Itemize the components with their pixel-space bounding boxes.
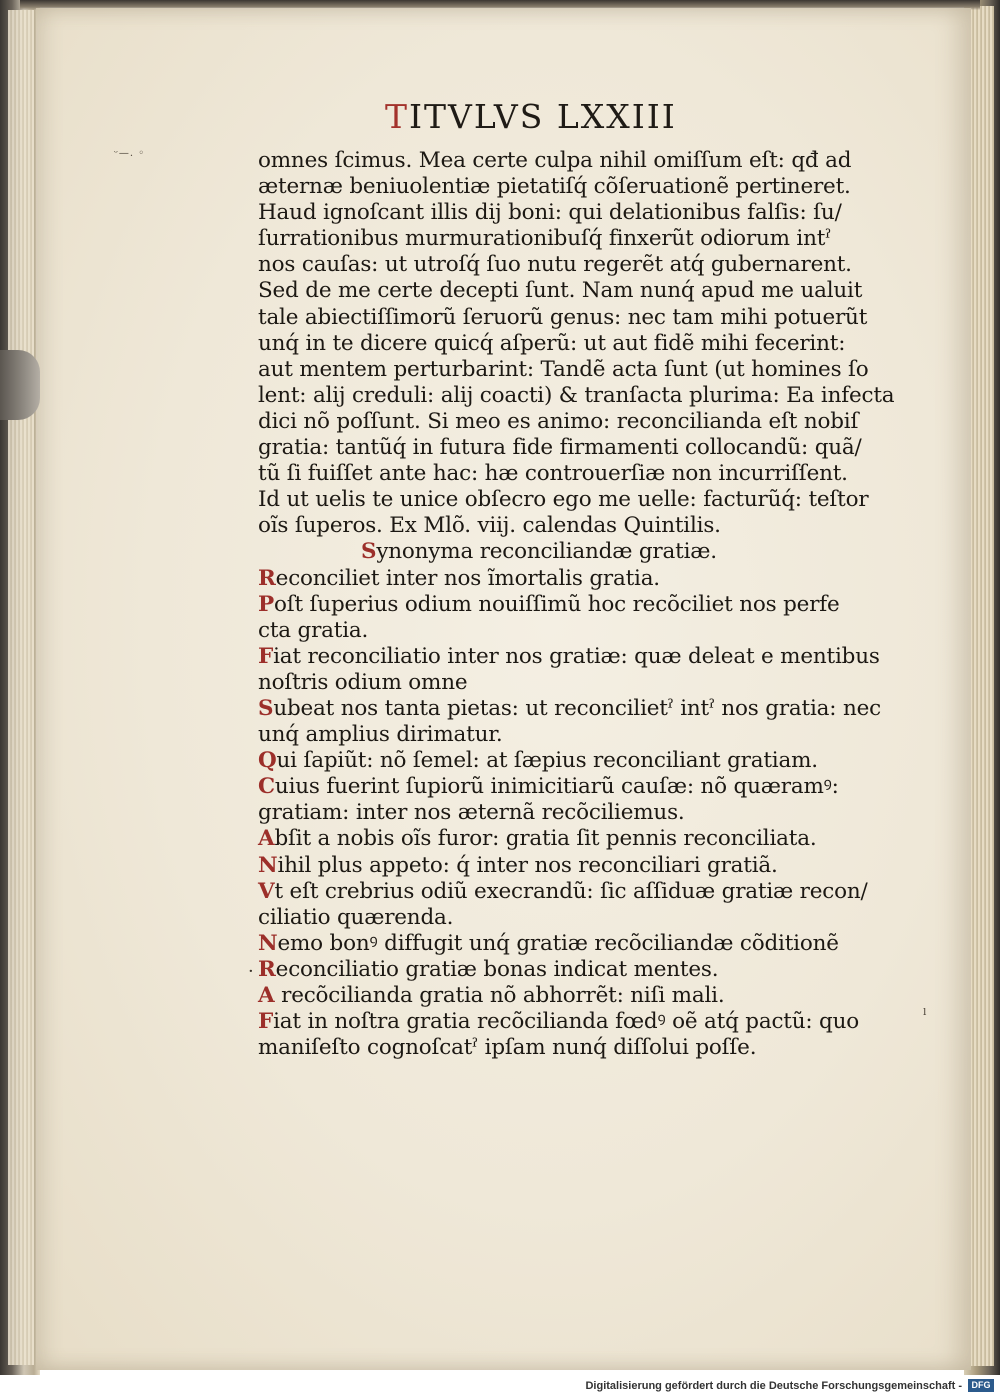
page-stack-right	[970, 6, 994, 1366]
line-text: iat reconciliatio inter nos gratiæ: quæ deleat e mentibus	[273, 643, 880, 669]
text-line	[258, 566, 868, 592]
text-line	[258, 487, 868, 513]
text-line	[258, 382, 895, 409]
line-text: uius fuerint ſupiorũ inimicitiarũ cauſæ: nõ quæramꝰ:	[274, 774, 839, 800]
line-text: omnes ſcimus. Mea certe culpa nihil omiſſum eſt: qđ ad	[258, 148, 852, 173]
line-text: æternæ beniuolentiæ pietatiſq́ cõſeruationẽ pertineret.	[258, 174, 851, 200]
rubricated-initial: P	[258, 591, 274, 617]
line-text: Sed de me certe decepti ſunt. Nam nunq́ apud me ualuit	[258, 278, 863, 304]
text-line	[258, 278, 868, 304]
body-text	[258, 148, 895, 1061]
rubricated-initial: N	[258, 852, 278, 878]
text-line	[258, 800, 868, 826]
line-text: cta gratia.	[258, 617, 369, 643]
line-text: unq́ amplius dirimatur.	[258, 722, 503, 748]
line-text: econciliet inter nos ĩmortalis gratia.	[275, 565, 660, 591]
line-text: iat in noſtra gratia recõcilianda fœdꝰ oẽ atq́ pactũ: quo	[273, 1009, 860, 1035]
footer-credit: Digitalisierung gefördert durch die Deutsche Forschungsgemeinschaft -	[585, 1380, 962, 1392]
line-text: nos cauſas: ut utroſq́ ſuo nutu regerẽt atq́ gubernarent.	[258, 252, 852, 278]
line-text: oĩs ſuperos. Ex Mlõ. viij. calendas Quintilis.	[258, 513, 721, 539]
text-line	[258, 1035, 868, 1061]
line-text: maniſeſto cognoſcatˀ ipſam nunq́ diſſolui poſſe.	[258, 1035, 757, 1061]
rubricated-initial: S	[258, 695, 274, 721]
text-line	[258, 252, 868, 278]
line-text: ciliatio quærenda.	[258, 904, 454, 930]
text-line	[258, 643, 880, 670]
line-text: ihil plus appeto: q́ inter nos reconciliari gratiã.	[277, 852, 778, 878]
text-line	[258, 226, 868, 252]
text-line	[258, 826, 868, 852]
text-line	[258, 435, 868, 461]
line-text: Haud ignoſcant illis dij boni: qui delationibus falſis: ſu/	[258, 200, 842, 226]
rubricated-initial: A	[258, 826, 275, 852]
page-stack-left	[8, 10, 34, 1365]
line-text: bſit a nobis oĩs furor: gratia ſit pennis reconciliata.	[274, 826, 817, 852]
text-line	[258, 879, 868, 905]
line-text: gratiam: inter nos æternã recõciliemus.	[258, 800, 685, 826]
line-text: gratia: tantũq́ in futura fide firmamenti collocandũ: quã/	[258, 435, 862, 461]
dfg-logo: DFG	[968, 1379, 994, 1392]
text-line	[258, 513, 868, 539]
header-initial: T	[385, 97, 410, 136]
text-line	[258, 357, 868, 383]
rubricated-initial: R	[258, 565, 276, 591]
rubricated-initial: A	[258, 983, 275, 1008]
text-line	[258, 148, 868, 174]
line-text: ui ſapiũt: nõ ſemel: at ſæpius reconciliant gratiam.	[276, 748, 818, 774]
line-text: noſtris odium omne	[258, 669, 468, 695]
text-line	[258, 305, 868, 331]
text-line	[258, 905, 868, 931]
text-line	[258, 1009, 868, 1035]
line-text: ynonyma reconciliandæ gratiæ.	[376, 539, 717, 565]
text-line	[258, 774, 868, 800]
line-text: recõcilianda gratia nõ abhorrẽt: niſi mali.	[274, 983, 725, 1008]
rubricated-initial: S	[361, 539, 377, 565]
text-line	[258, 592, 868, 618]
margin-mark-left: ᵕ—. ◦	[114, 148, 146, 159]
text-line	[258, 539, 868, 565]
text-line	[258, 618, 868, 644]
rubricated-initial: C	[258, 774, 275, 800]
rubricated-initial: F	[258, 643, 274, 669]
text-line	[258, 983, 868, 1009]
rubricated-initial: R	[258, 956, 276, 982]
rubricated-initial: V	[258, 878, 275, 904]
line-text: dici nõ poſſunt. Si meo es animo: reconcilianda eſt nobiſ	[258, 408, 859, 434]
line-text: Id ut uelis te unice obſecro ego me uelle: facturũq́: teſtor	[258, 487, 869, 513]
text-line	[258, 174, 868, 200]
line-text: unq́ in te dicere quicq́ aſperũ: ut aut fidẽ mihi fecerint:	[258, 330, 846, 356]
line-text: emo bonꝰ diffugit unq́ gratiæ recõciliandæ cõditionẽ	[277, 930, 839, 956]
line-text: aut mentem perturbarint: Tandẽ acta ſunt (ut homines ſo	[258, 356, 869, 382]
rubricated-initial: N	[258, 930, 278, 956]
text-line	[258, 200, 868, 226]
line-text: lent: alij creduli: alij coacti) & tranſacta plurima: Ea infecta	[258, 382, 895, 408]
running-header	[385, 97, 725, 141]
text-line	[258, 722, 868, 748]
text-line	[258, 695, 881, 722]
line-text: oſt ſuperius odium nouiſſimũ hoc recõciliet nos perfe	[273, 591, 840, 617]
line-text: t eſt crebrius odiũ execrandũ: ſic aſſiduæ gratiæ recon/	[274, 878, 868, 904]
text-line	[258, 748, 868, 774]
clip-tab	[0, 350, 40, 420]
footer-bar	[0, 1375, 1000, 1395]
text-line	[258, 331, 868, 357]
line-text: ſurrationibus murmurationibuſq́ finxerũt odiorum intˀ	[258, 226, 832, 252]
margin-mark-right: ˡ	[923, 1005, 927, 1024]
text-line	[258, 670, 868, 696]
text-line	[258, 853, 868, 879]
text-line	[258, 957, 868, 983]
text-line	[258, 409, 868, 435]
line-text: tũ ſi fuiſſet ante hac: hæ controuerſiæ non incurriſſent.	[258, 461, 848, 487]
text-line	[258, 461, 868, 487]
line-text: tale abiectiſſimorũ ſeruorũ genus: nec tam mihi potuerũt	[258, 304, 868, 330]
rubricated-initial: F	[258, 1009, 274, 1035]
margin-mark-dot: ·	[248, 961, 254, 982]
line-text: ubeat nos tanta pietas: ut reconcilietˀ intˀ nos gratia: nec	[273, 695, 881, 721]
header-title: ITVLVS LXXIII	[409, 97, 677, 136]
text-line	[258, 931, 868, 957]
line-text: econciliatio gratiæ bonas indicat mentes.	[275, 956, 719, 982]
rubricated-initial: Q	[258, 748, 277, 774]
